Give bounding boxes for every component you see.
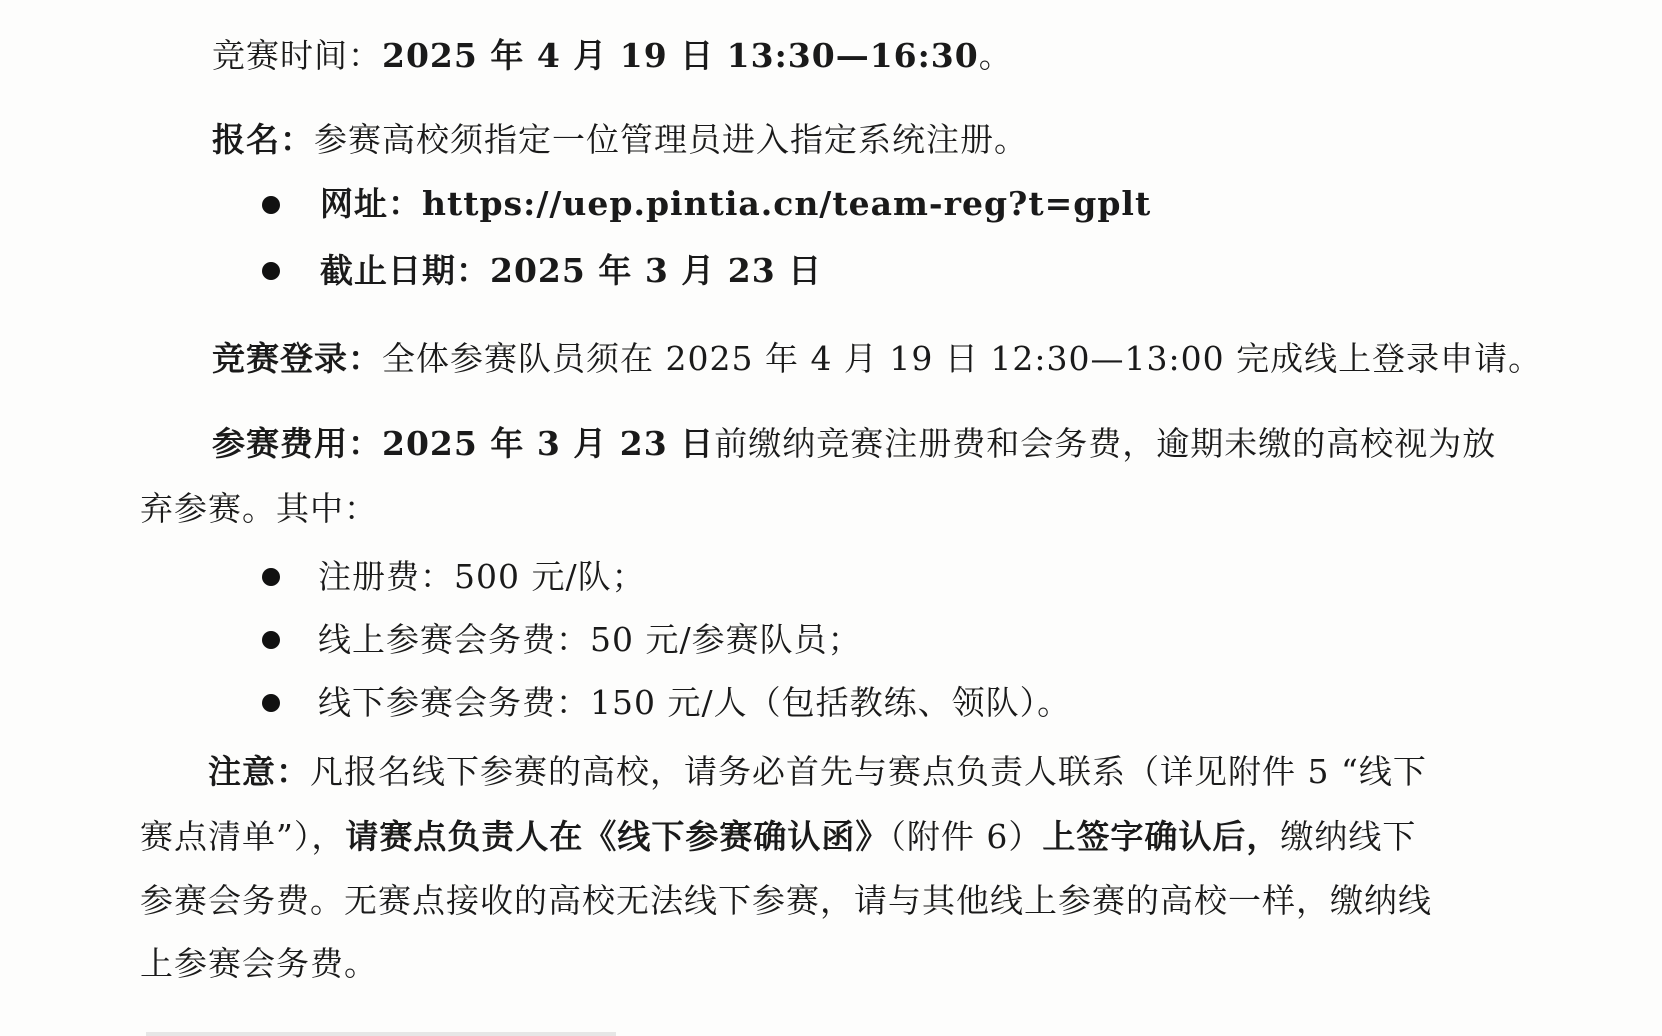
bullet-icon [262,694,280,712]
note-line3: 参赛会务费。无赛点接收的高校无法线下参赛，请与其他线上参赛的高校一样，缴纳线 [140,881,1432,920]
note-line2-c: （附件 6） [889,817,1043,856]
fee-item [318,681,1071,725]
competition-time-line [212,34,1013,78]
competition-time-end: 。 [978,36,1013,75]
fees-text-line1: 前缴纳竞赛注册费和会务费，逾期未缴的高校视为放 [714,424,1497,463]
note-line2-b: 请赛点负责人在《线下参赛确认函》 [345,817,890,856]
competition-time-value: 2025 年 4 月 19 日 13:30—16:30 [382,36,979,75]
fees-label: 参赛费用： [212,424,382,463]
registration-url-line [320,182,1151,226]
registration-text: 参赛高校须指定一位管理员进入指定系统注册。 [314,120,1028,159]
fees-date: 2025 年 3 月 23 日 [382,424,715,463]
note-line2-d: 上签字确认后， [1042,817,1281,856]
fee-item [318,618,862,662]
fee-item [318,555,646,599]
note-line1-b: （详见附件 5 “线下 [1126,752,1427,791]
note-line-4 [140,942,378,986]
registration-deadline-line [320,249,822,293]
login-text: 全体参赛队员须在 2025 年 4 月 19 日 12:30—13:00 完成线上登录申请。 [382,339,1543,378]
bullet-icon [262,568,280,586]
competition-time-label: 竞赛时间： [212,36,382,75]
registration-deadline-label: 截止日期： [320,251,490,290]
registration-label: 报名： [212,120,314,159]
login-line [212,337,1542,381]
note-line2-a: 赛点清单”）， [140,817,346,856]
registration-line [212,118,1028,162]
fee-item-online: 线上参赛会务费：50 元/参赛队员； [318,620,862,659]
fees-line-2 [140,487,378,531]
note-line2-e: 缴纳线下 [1280,817,1417,856]
registration-url: https://uep.pintia.cn/team-reg?t=gplt [422,184,1152,223]
note-line1-a: 凡报名线下参赛的高校，请务必首先与赛点负责人联系 [310,752,1126,791]
fees-text-line2: 弃参赛。其中： [140,489,378,528]
note-line4: 上参赛会务费。 [140,944,378,983]
page-bottom-edge [146,1032,616,1036]
fee-item-registration: 注册费：500 元/队； [318,557,646,596]
bullet-icon [262,631,280,649]
bullet-icon [262,196,280,214]
note-line-2 [140,815,1416,859]
note-line-1 [208,750,1427,794]
bullet-icon [262,262,280,280]
fee-item-offline: 线下参赛会务费：150 元/人（包括教练、领队）。 [318,683,1072,722]
note-label: 注意： [208,752,310,791]
registration-deadline: 2025 年 3 月 23 日 [490,251,823,290]
registration-url-label: 网址： [320,184,422,223]
fees-line-1 [212,422,1496,466]
login-label: 竞赛登录： [212,339,382,378]
note-line-3 [140,879,1432,923]
